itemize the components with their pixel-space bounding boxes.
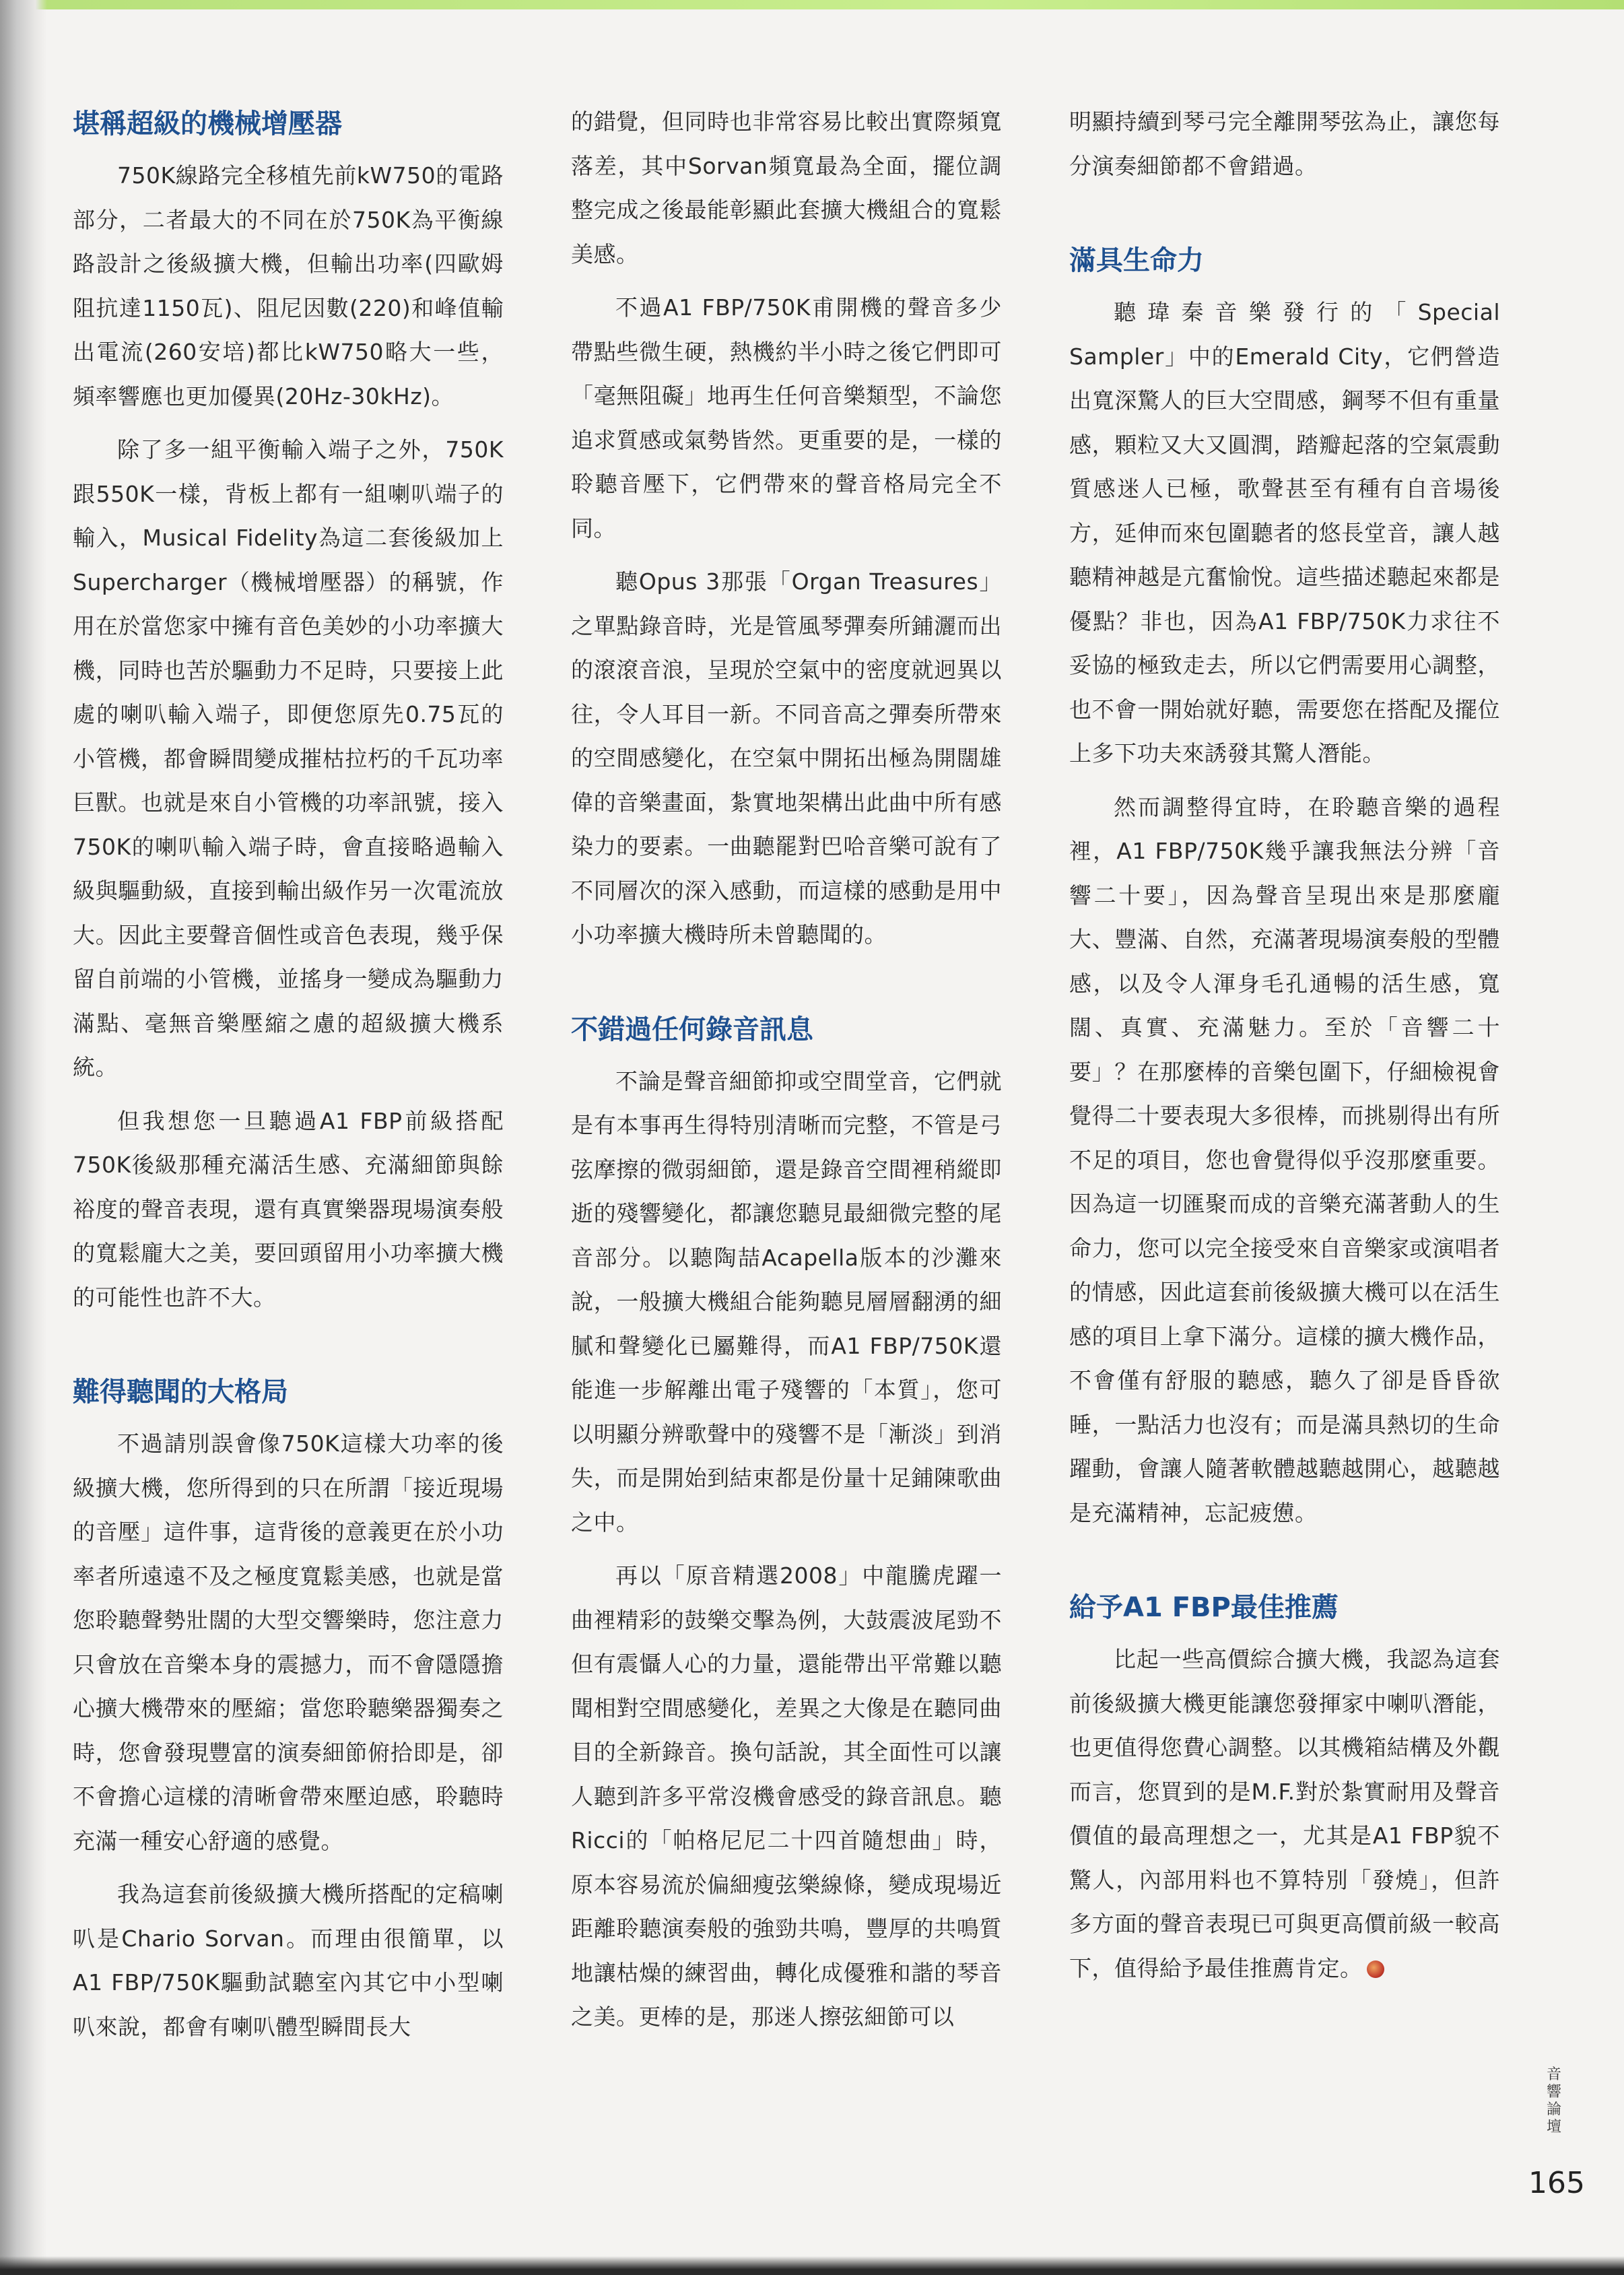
section-gap (1069, 197, 1500, 236)
section-heading: 滿具生命力 (1069, 245, 1204, 276)
paragraph: 明顯持續到琴弓完全離開琴弦為止，讓您每分演奏細節都不會錯過。 (1069, 108, 1500, 179)
article-column-1 (73, 100, 504, 2058)
closing-paragraph-text: 比起一些高價綜合擴大機，我認為這套前後級擴大機更能讓您發揮家中喇叭潛能，也更值得您費心調整。以其機箱結構及外觀而言，您買到的是M.F.對於紮實耐用及聲音價值的最高理想之一，尤其是A1 FBP貌不驚人，內部用料也不算特別「發燒」，但許多方面的聲音表現已可與更高價前級一較高下，值得給予最佳推薦肯定。 (1069, 1646, 1500, 1981)
section-gap (73, 1329, 504, 1368)
paragraph: 聽Opus 3那張「Organ Treasures」之單點錄音時，光是管風琴彈奏所鋪灑而出的滾滾音浪，呈現於空氣中的密度就迥異以往，令人耳目一新。不同音高之彈奏所帶來的空間感變化，在空氣中開拓出極為開闊雄偉的音樂畫面，紮實地架構出此曲中所有感染力的要素。一曲聽罷對巴哈音樂可說有了不同層次的深入感動，而這樣的感動是用中小功率擴大機時所未曾聽聞的。 (571, 568, 1002, 948)
paragraph: 除了多一組平衡輸入端子之外，750K跟550K一樣，背板上都有一組喇叭端子的輸入，Musical Fidelity為這二套後級加上Supercharger（機械增壓器）的稱號，作用在於當您家中擁有音色美妙的小功率擴大機，同時也苦於驅動力不足時，只要接上此處的喇叭輸入端子，即便您原先0.75瓦的小管機，都會瞬間變成摧枯拉朽的千瓦功率巨獸。也就是來自小管機的功率訊號，接入750K的喇叭輸入端子時，會直接略過輸入級與驅動級，直接到輸出級作另一次電流放大。因此主要聲音個性或音色表現，幾乎保留自前端的小管機，並搖身一變成為驅動力滿點、毫無音樂壓縮之慮的超級擴大機系統。 (73, 436, 504, 1080)
page-bottom-edge (0, 2256, 1624, 2275)
section-heading: 難得聽聞的大格局 (73, 1377, 288, 1408)
top-color-stripe (0, 0, 1624, 9)
paragraph: 不過請別誤會像750K這樣大功率的後級擴大機，您所得到的只在所謂「接近現場的音壓」這件事，這背後的意義更在於小功率者所遠遠不及之極度寬鬆美感，也就是當您聆聽聲勢壯闊的大型交響樂時，您注意力只會放在音樂本身的震撼力，而不會隱隱擔心擴大機帶來的壓縮；當您聆聽樂器獨奏之時，您會發現豐富的演奏細節俯拾即是，卻不會擔心這樣的清晰會帶來壓迫感，聆聽時充滿一種安心舒適的感覺。 (73, 1430, 504, 1854)
section-heading: 給予A1 FBP最佳推薦 (1069, 1592, 1339, 1623)
section-heading: 不錯過任何錄音訊息 (571, 1014, 813, 1045)
end-of-article-icon (1367, 1960, 1384, 1978)
paragraph: 我為這套前後級擴大機所搭配的定稿喇叭是Chario Sorvan。而理由很簡單，以A1 FBP/750K驅動試聽室內其它中小型喇叭來說，都會有喇叭體型瞬間長大 (73, 1881, 504, 2040)
paragraph: 的錯覺，但同時也非常容易比較出實際頻寬落差，其中Sorvan頻寬最為全面，擺位調整完成之後最能彰顯此套擴大機組合的寬鬆美感。 (571, 108, 1002, 267)
paragraph: 不過A1 FBP/750K甫開機的聲音多少帶點些微生硬，熱機約半小時之後它們即可「毫無阻礙」地再生任何音樂類型，不論您追求質感或氣勢皆然。更重要的是，一樣的聆聽音壓下，它們帶來的聲音格局完全不同。 (571, 294, 1002, 541)
page-number: 165 (1528, 2166, 1585, 2200)
page-spine-shadow (0, 0, 47, 2275)
paragraph: 再以「原音精選2008」中龍騰虎躍一曲裡精彩的鼓樂交擊為例，大鼓震波尾勁不但有震懾人心的力量，還能帶出平常難以聽聞相對空間感變化，差異之大像是在聽同曲目的全新錄音。換句話說，其全面性可以讓人聽到許多平常沒機會感受的錄音訊息。聽Ricci的「帕格尼尼二十四首隨想曲」時，原本容易流於偏細瘦弦樂線條，變成現場近距離聆聽演奏般的強勁共鳴，豐厚的共鳴質地讓枯燥的練習曲，轉化成優雅和諧的琴音之美。更棒的是，那迷人擦弦細節可以 (571, 1562, 1002, 2030)
section-gap (571, 966, 1002, 1005)
section-gap (1069, 1544, 1500, 1583)
paragraph: 750K線路完全移植先前kW750的電路部分，二者最大的不同在於750K為平衡線路設計之後級擴大機，但輸出功率(四歐姆阻抗達1150瓦)、阻尼因數(220)和峰值輸出電流(260安培)都比kW750略大一些，頻率響應也更加優異(20Hz-30kHz)。 (73, 162, 504, 409)
article-column-2 (571, 100, 1002, 2049)
paragraph (1069, 1637, 1500, 1990)
article-column-3 (1069, 100, 1500, 2000)
paragraph: 但我想您一旦聽過A1 FBP前級搭配750K後級那種充滿活生感、充滿細節與餘裕度的聲音表現，還有真實樂器現場演奏般的寬鬆龐大之美，要回頭留用小功率擴大機的可能性也許不大。 (73, 1107, 504, 1311)
paragraph: 不論是聲音細節抑或空間堂音，它們就是有本事再生得特別清晰而完整，不管是弓弦摩擦的微弱細節，還是錄音空間裡稍縱即逝的殘響變化，都讓您聽見最細微完整的尾音部分。以聽陶喆Acapella版本的沙灘來說，一般擴大機組合能夠聽見層層翻湧的細膩和聲變化已屬難得，而A1 FBP/750K還能進一步解離出電子殘響的「本質」，您可以明顯分辨歌聲中的殘響不是「漸淡」到消失，而是開始到結束都是份量十足鋪陳歌曲之中。 (571, 1067, 1002, 1536)
paragraph: 聽瑋秦音樂發行的「Special Sampler」中的Emerald City，它們營造出寬深驚人的巨大空間感，鋼琴不但有重量感，顆粒又大又圓潤，踏瓣起落的空氣震動質感迷人已極，歌聲甚至有種有自音場後方，延伸而來包圍聽者的悠長堂音，讓人越聽精神越是亢奮愉悅。這些描述聽起來都是優點？非也，因為A1 FBP/750K力求往不妥協的極致走去，所以它們需要用心調整，也不會一開始就好聽，需要您在搭配及擺位上多下功夫來誘發其驚人潛能。 (1069, 299, 1500, 766)
paragraph: 然而調整得宜時，在聆聽音樂的過程裡，A1 FBP/750K幾乎讓我無法分辨「音響二十要」，因為聲音呈現出來是那麼龐大、豐滿、自然，充滿著現場演奏般的型體感，以及令人渾身毛孔通暢的活生感，寬闊、真實、充滿魅力。至於「音響二十要」？在那麼棒的音樂包圍下，仔細檢視會覺得二十要表現大多很棒，而挑剔得出有所不足的項目，您也會覺得似乎沒那麼重要。因為這一切匯聚而成的音樂充滿著動人的生命力，您可以完全接受來自音樂家或演唱者的情感，因此這套前後級擴大機可以在活生感的項目上拿下滿分。這樣的擴大機作品，不會僅有舒服的聽感，聽久了卻是昏昏欲睡，一點活力也沒有；而是滿具熱切的生命躍動，會讓人隨著軟體越聽越開心，越聽越是充滿精神，忘記疲憊。 (1069, 793, 1500, 1526)
section-heading: 堪稱超級的機械增壓器 (73, 108, 342, 139)
magazine-name-label: 音 響 論 壇 (1546, 2066, 1561, 2136)
